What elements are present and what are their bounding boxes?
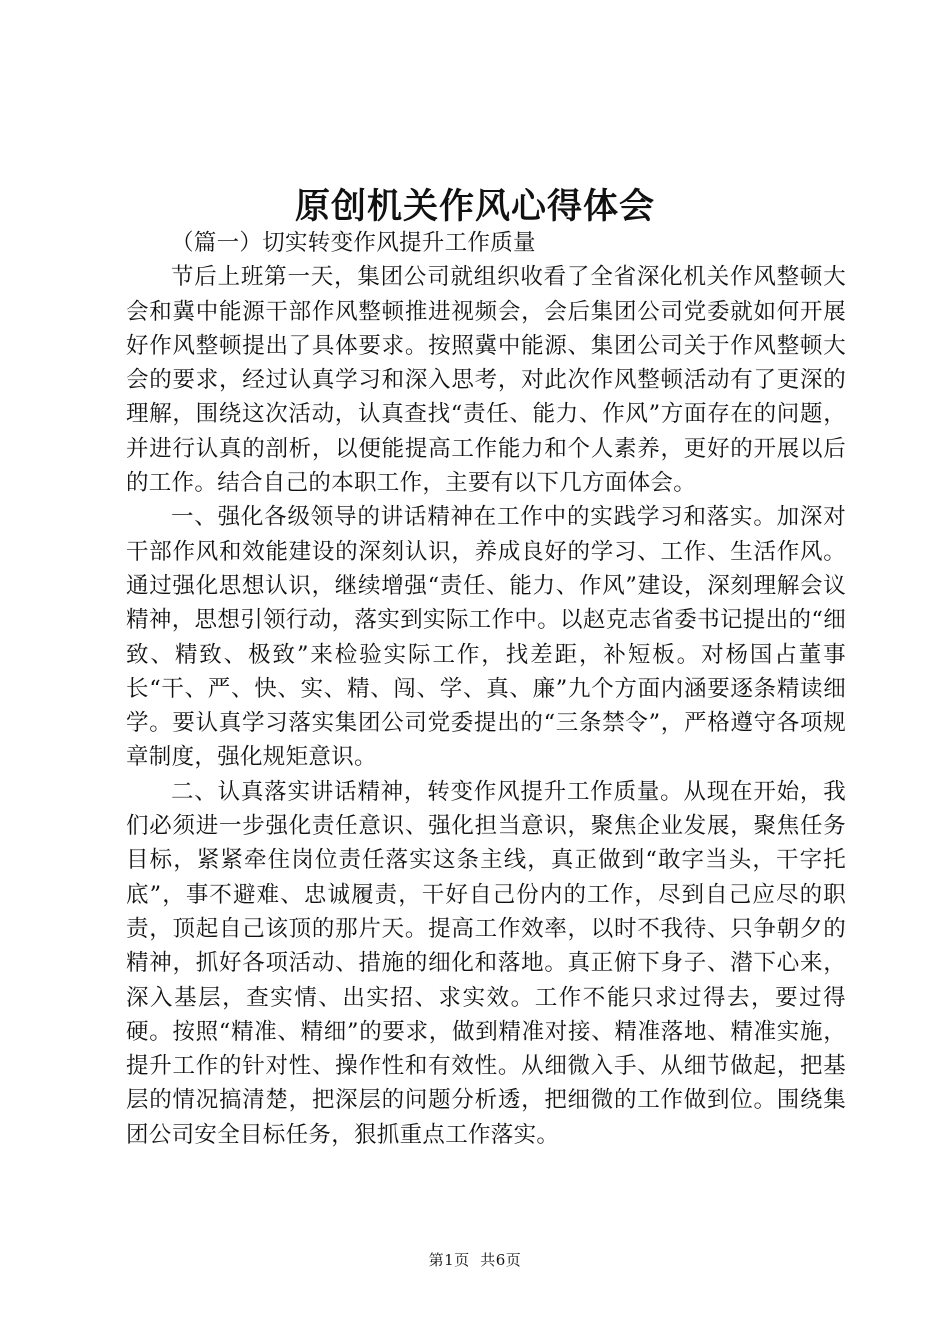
- page-number: 第1页: [428, 1251, 470, 1269]
- page-total: 共6页: [480, 1251, 522, 1269]
- page-footer: [0, 1250, 950, 1270]
- document-body: [126, 226, 846, 1152]
- section-heading: （篇一）切实转变作风提升工作质量: [171, 230, 536, 256]
- body-paragraph: 二、认真落实讲话精神，转变作风提升工作质量。从现在开始，我们必须进一步强化责任意识、强化担当意识，聚焦企业发展，聚焦任务目标，紧紧牵住岗位责任落实这条主线，真正做到“敢字当头，干字托底”，事不避难、忠诚履责，干好自己份内的工作，尽到自己应尽的职责，顶起自己该顶的那片天。提高工作效率，以时不我待、只争朝夕的精神，抓好各项活动、措施的细化和落地。真正俯下身子、潜下心来，深入基层，查实情、出实招、求实效。工作不能只求过得去，要过得硬。按照“精准、精细”的要求，做到精准对接、精准落地、精准实施，提升工作的针对性、操作性和有效性。从细微入手、从细节做起，把基层的情况搞清楚，把深层的问题分析透，把细微的工作做到位。围绕集团公司安全目标任务，狠抓重点工作落实。: [126, 778, 846, 1148]
- body-paragraph: 节后上班第一天，集团公司就组织收看了全省深化机关作风整顿大会和冀中能源干部作风整顿推进视频会，会后集团公司党委就如何开展好作风整顿提出了具体要求。按照冀中能源、集团公司关于作风整顿大会的要求，经过认真学习和深入思考，对此次作风整顿活动有了更深的理解，围绕这次活动，认真查找“责任、能力、作风”方面存在的问题，并进行认真的剖析，以便能提高工作能力和个人素养，更好的开展以后的工作。结合自己的本职工作，主要有以下几方面体会。: [126, 264, 846, 497]
- document-title: 原创机关作风心得体会: [294, 186, 655, 227]
- body-paragraph: 一、强化各级领导的讲话精神在工作中的实践学习和落实。加深对干部作风和效能建设的深刻认识，养成良好的学习、工作、生活作风。通过强化思想认识，继续增强“责任、能力、作风”建设，深刻理解会议精神，思想引领行动，落实到实际工作中。以赵克志省委书记提出的“细致、精致、极致”来检验实际工作，找差距，补短板。对杨国占董事长“干、严、快、实、精、闯、学、真、廉”九个方面内涵要逐条精读细学。要认真学习落实集团公司党委提出的“三条禁令”，严格遵守各项规章制度，强化规矩意识。: [126, 504, 846, 771]
